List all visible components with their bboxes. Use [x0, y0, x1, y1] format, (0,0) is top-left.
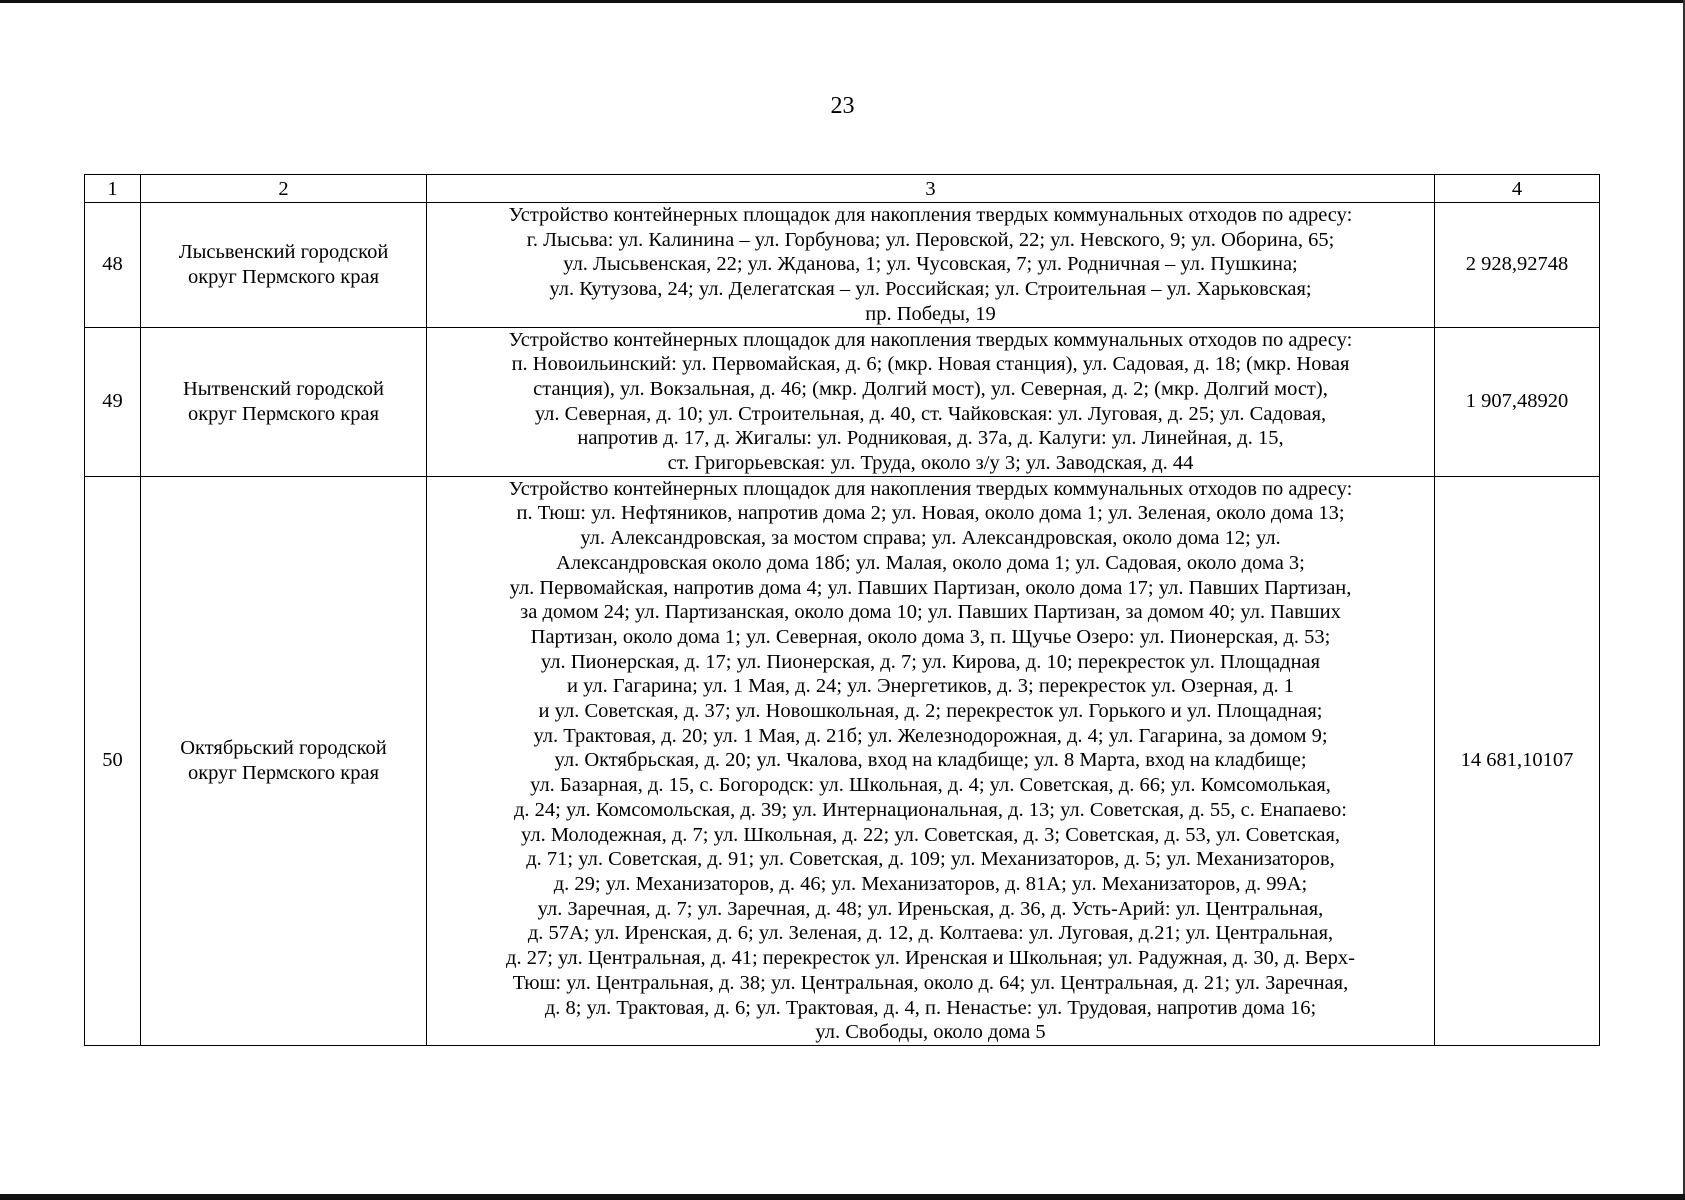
scan-top-edge	[0, 0, 1685, 3]
description-line: ул. Александровская, за мостом справа; ул. Александровская, около дома 12; ул.	[580, 527, 1281, 550]
address-table	[84, 174, 1600, 1046]
description-line: ул. Пионерская, д. 17; ул. Пионерская, д. 7; ул. Кирова, д. 10; перекресток ул. Площадная	[540, 650, 1321, 673]
amount-cell: 2 928,92748	[1435, 203, 1600, 328]
description-line: п. Тюш: ул. Нефтяников, напротив дома 2; ул. Новая, около дома 1; ул. Зеленая, около дома 13;	[516, 502, 1345, 525]
description-line: ул. Октябрьская, д. 20; ул. Чкалова, вход на кладбище; ул. 8 Марта, вход на кладбище;	[554, 749, 1307, 772]
description-line: станция), ул. Вокзальная, д. 46; (мкр. Долгий мост), ул. Северная, д. 2; (мкр. Долгий мост),	[533, 377, 1328, 400]
row-number: 50	[85, 476, 141, 1045]
description-line: ул. Молодежная, д. 7; ул. Школьная, д. 22; ул. Советская, д. 3; Советская, д. 53, ул. Советская,	[520, 823, 1340, 846]
municipality-line: Лысьвенский городской	[178, 241, 389, 264]
description-line: Александровская около дома 18б; ул. Малая, около дома 1; ул. Садовая, около дома 3;	[556, 551, 1305, 574]
description-line: д. 8; ул. Трактовая, д. 6; ул. Трактовая, д. 4, п. Ненастье: ул. Трудовая, напротив дома 16;	[544, 996, 1317, 1019]
description-line: ул. Лысьвенская, 22; ул. Жданова, 1; ул. Чусовская, 7; ул. Родничная – ул. Пушкина;	[563, 253, 1298, 276]
description-line: д. 29; ул. Механизаторов, д. 46; ул. Механизаторов, д. 81А; ул. Механизаторов, д. 99А;	[553, 872, 1308, 895]
description-line: Устройство контейнерных площадок для накопления твердых коммунальных отходов по адресу:	[508, 477, 1353, 500]
municipality-line: округ Пермского края	[187, 265, 380, 288]
scan-bottom-edge	[0, 1194, 1685, 1200]
municipality-cell	[141, 327, 427, 476]
description-line: ул. Кутузова, 24; ул. Делегатская – ул. Российская; ул. Строительная – ул. Харьковская;	[549, 278, 1312, 301]
description-line: Устройство контейнерных площадок для накопления твердых коммунальных отходов по адресу:	[508, 204, 1353, 226]
description-line: д. 27; ул. Центральная, д. 41; перекресток ул. Иренская и Школьная; ул. Радужная, д. 30, д. Верх-	[506, 947, 1355, 970]
amount-cell: 1 907,48920	[1435, 327, 1600, 476]
description-line: и ул. Гагарина; ул. 1 Мая, д. 24; ул. Энергетиков, д. 3; перекресток ул. Озерная, д. 1	[566, 675, 1294, 698]
table-row	[85, 476, 1600, 1045]
municipality-cell	[141, 203, 427, 328]
header-cell-3: 3	[427, 175, 1435, 203]
description-line: г. Лысьва: ул. Калинина – ул. Горбунова; ул. Перовской, 22; ул. Невского, 9; ул. Оборина, 65;	[526, 228, 1335, 251]
header-cell-2: 2	[141, 175, 427, 203]
description-line: Партизан, около дома 1; ул. Северная, около дома 3, п. Щучье Озеро: ул. Пионерская, д. 53;	[530, 625, 1331, 648]
description-line: ст. Григорьевская: ул. Труда, около з/у 3; ул. Заводская, д. 44	[667, 452, 1194, 475]
header-cell-1: 1	[85, 175, 141, 203]
table-row	[85, 327, 1600, 476]
table-header-row	[85, 175, 1600, 203]
description-line: Тюш: ул. Центральная, д. 38; ул. Центральная, около д. 64; ул. Центральная, д. 21; ул. Заречная,	[512, 971, 1349, 994]
amount-cell: 14 681,10107	[1435, 476, 1600, 1045]
municipality-line: Нытвенский городской	[182, 377, 385, 400]
description-line: Устройство контейнерных площадок для накопления твердых коммунальных отходов по адресу:	[508, 328, 1353, 351]
description-line: д. 57А; ул. Иренская, д. 6; ул. Зеленая, д. 12, д. Колтаева: ул. Луговая, д.21; ул. Центральная,	[527, 922, 1334, 945]
description-line: ул. Базарная, д. 15, с. Богородск: ул. Школьная, д. 4; ул. Советская, д. 66; ул. Комсомолькая,	[530, 774, 1331, 797]
description-line: ул. Первомайская, напротив дома 4; ул. Павших Партизан, около дома 17; ул. Павших Партизан,	[509, 576, 1352, 599]
description-line: ул. Трактовая, д. 20; ул. 1 Мая, д. 21б; ул. Железнодорожная, д. 4; ул. Гагарина, за домом 9;	[533, 724, 1328, 747]
description-line: за домом 24; ул. Партизанская, около дома 10; ул. Павших Партизан, за домом 40; ул. Павших	[520, 601, 1341, 624]
row-number: 48	[85, 203, 141, 328]
description-line: д. 24; ул. Комсомольская, д. 39; ул. Интернациональная, д. 13; ул. Советская, д. 55, с. Енапаево:	[514, 798, 1347, 821]
description-line: ул. Свободы, около дома 5	[815, 1021, 1046, 1044]
description-cell	[427, 327, 1435, 476]
municipality-cell	[141, 476, 427, 1045]
description-cell	[427, 203, 1435, 328]
municipality-line: Октябрьский городской	[180, 737, 387, 760]
description-cell	[427, 476, 1435, 1045]
municipality-line: округ Пермского края	[187, 402, 380, 425]
description-line: п. Новоильинский: ул. Первомайская, д. 6; (мкр. Новая станция), ул. Садовая, д. 18; (мкр. Новая	[511, 353, 1350, 376]
description-line: д. 71; ул. Советская, д. 91; ул. Советская, д. 109; ул. Механизаторов, д. 5; ул. Механизаторов,	[526, 848, 1335, 871]
table-row	[85, 203, 1600, 328]
description-line: и ул. Советская, д. 37; ул. Новошкольная, д. 2; перекресток ул. Горького и ул. Площадная;	[538, 700, 1323, 723]
header-cell-4: 4	[1435, 175, 1600, 203]
description-line: ул. Северная, д. 10; ул. Строительная, д. 40, ст. Чайковская: ул. Луговая, д. 25; ул. Садовая,	[534, 402, 1327, 425]
page-number: 23	[830, 93, 855, 119]
description-line: напротив д. 17, д. Жигалы: ул. Родниковая, д. 37а, д. Калуги: ул. Линейная, д. 15,	[577, 427, 1284, 450]
municipality-line: округ Пермского края	[187, 761, 380, 784]
description-line: пр. Победы, 19	[865, 302, 996, 325]
row-number: 49	[85, 327, 141, 476]
description-line: ул. Заречная, д. 7; ул. Заречная, д. 48; ул. Иреньская, д. 36, д. Усть-Арий: ул. Центральная,	[537, 897, 1324, 920]
